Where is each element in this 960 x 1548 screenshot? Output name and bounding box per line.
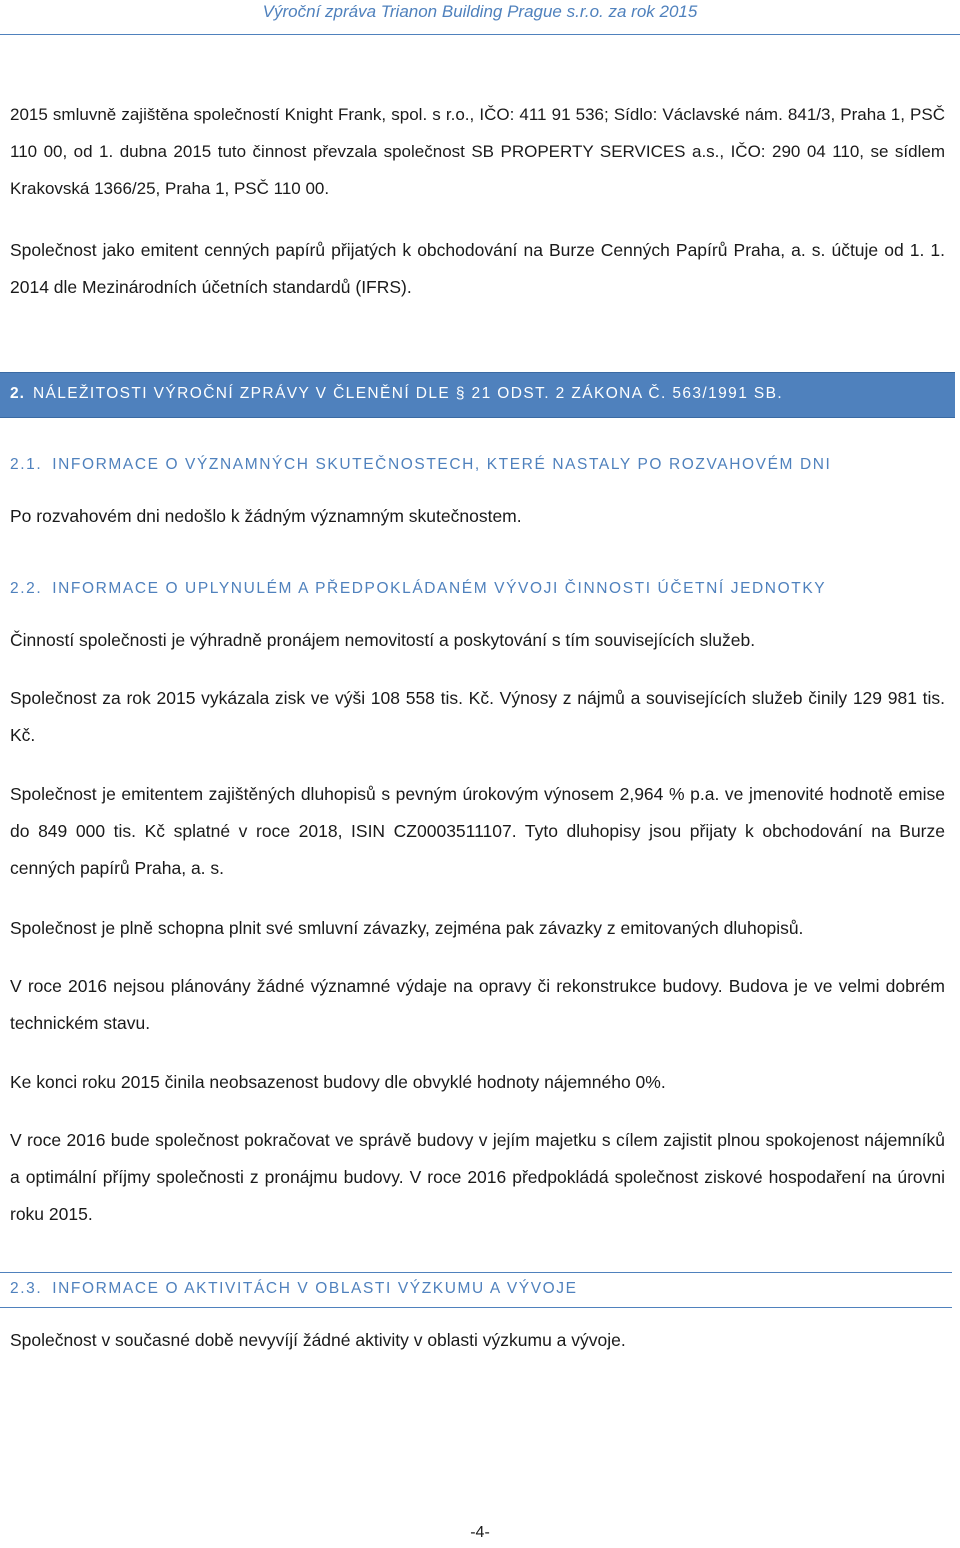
section-2-title: NÁLEŽITOSTI VÝROČNÍ ZPRÁVY V ČLENĚNÍ DLE § 21 ODST. 2 ZÁKONA Č. 563/1991 SB. xyxy=(32,385,784,402)
section-2-heading xyxy=(0,372,955,418)
section-2-3-title: INFORMACE O AKTIVITÁCH V OBLASTI VÝZKUMU A VÝVOJE xyxy=(52,1280,578,1297)
section-2-1-number: 2.1. xyxy=(10,456,43,473)
section-2-1-heading xyxy=(10,456,831,474)
paragraph-property-manager: 2015 smluvně zajištěna společností Knight Frank, spol. s r.o., IČO: 411 91 536; Sídlo: Václavské nám. 841/3, Praha 1, PSČ 110 00, od 1. dubna 2015 tuto činnost převzala společnost SB PROPERTY SERVICES a.s., IČO: 290 04 110, se sídlem Krakovská 1366/25, Praha 1, PSČ 110 00. xyxy=(10,105,945,198)
paragraph-activities: Činností společnosti je výhradně pronájem nemovitostí a poskytování s tím souvisejících služeb. xyxy=(10,630,756,650)
page-number: -4- xyxy=(470,1524,490,1541)
paragraph-ifrs: Společnost jako emitent cenných papírů přijatých k obchodování na Burze Cenných Papírů Praha, a. s. účtuje od 1. 1. 2014 dle Mezinárodních účetních standardů (IFRS). xyxy=(10,240,945,297)
paragraph-outlook: V roce 2016 bude společnost pokračovat ve správě budovy v jejím majetku s cílem zajistit plnou spokojenost nájemníků a optimální příjmy společnosti z pronájmu budovy. V roce 2016 předpokládá společnost ziskové hospodaření na úrovni roku 2015. xyxy=(10,1130,945,1224)
section-2-2-title: INFORMACE O UPLYNULÉM A PŘEDPOKLÁDANÉM VÝVOJI ČINNOSTI ÚČETNÍ JEDNOTKY xyxy=(52,580,827,597)
section-2-3-heading xyxy=(10,1280,578,1298)
paragraph-obligations: Společnost je plně schopna plnit své smluvní závazky, zejména pak závazky z emitovaných dluhopisů. xyxy=(10,918,804,938)
paragraph-research: Společnost v současné době nevyvíjí žádné aktivity v oblasti výzkumu a vývoje. xyxy=(10,1330,626,1350)
section-2-2-number: 2.2. xyxy=(10,580,43,597)
header-title: Výroční zpráva Trianon Building Prague s.r.o. za rok 2015 xyxy=(262,2,698,21)
paragraph-bonds: Společnost je emitentem zajištěných dluhopisů s pevným úrokovým výnosem 2,964 % p.a. ve jmenovité hodnotě emise do 849 000 tis. Kč splatné v roce 2018, ISIN CZ0003511107. Tyto dluhopisy jsou přijaty k obchodování na Burze cenných papírů Praha, a. s. xyxy=(10,784,945,878)
section-2-3-number: 2.3. xyxy=(10,1280,43,1297)
section-2-2-heading xyxy=(10,580,826,598)
section-2-1-title: INFORMACE O VÝZNAMNÝCH SKUTEČNOSTECH, KTERÉ NASTALY PO ROZVAHOVÉM DNI xyxy=(52,456,832,473)
section-2-number: 2. xyxy=(10,385,25,402)
paragraph-vacancy: Ke konci roku 2015 činila neobsazenost budovy dle obvyklé hodnoty nájemného 0%. xyxy=(10,1072,666,1092)
paragraph-subsequent-events: Po rozvahovém dni nedošlo k žádným významným skutečnostem. xyxy=(10,506,522,526)
page-header xyxy=(0,0,960,35)
paragraph-repairs: V roce 2016 nejsou plánovány žádné významné výdaje na opravy či rekonstrukce budovy. Budova je ve velmi dobrém technickém stavu. xyxy=(10,976,945,1033)
paragraph-profit: Společnost za rok 2015 vykázala zisk ve výši 108 558 tis. Kč. Výnosy z nájmů a souvisejících služeb činily 129 981 tis. Kč. xyxy=(10,688,945,745)
